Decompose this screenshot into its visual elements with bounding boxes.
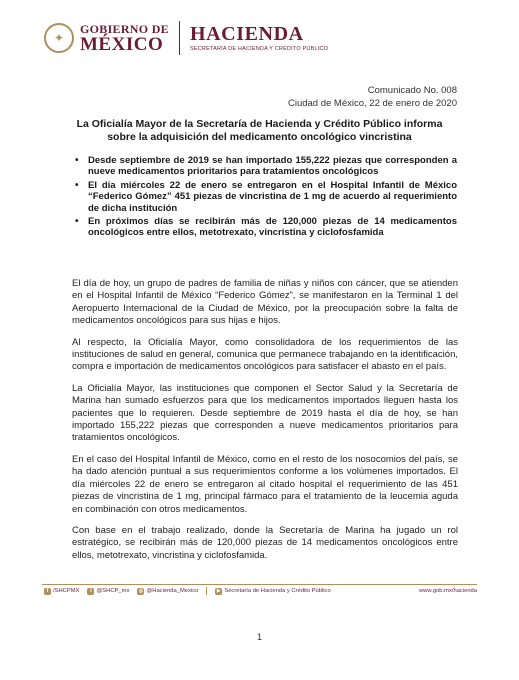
- highlight-item: • Desde septiembre de 2019 se han importado 155,222 piezas que corresponden a nueve medicamentos prioritarios para tratamientos oncológicos: [88, 155, 457, 178]
- letterhead: [44, 16, 328, 60]
- release-meta: [288, 84, 457, 110]
- release-place-date: Ciudad de México, 22 de enero de 2020: [287, 98, 457, 109]
- government-logo: [80, 23, 169, 54]
- release-title: La Oficialía Mayor de la Secretaría de Hacienda y Crédito Público informa sobre la adquisición del medicamento oncológico vincristina: [76, 118, 443, 143]
- release-number: Comunicado No. 008: [367, 85, 457, 96]
- instagram-handle: @Hacienda_Mexico: [146, 588, 199, 594]
- body-paragraph: El día de hoy, un grupo de padres de familia de niñas y niños con cáncer, que se atienden en el Hospital Infantil de México “Federico Gómez”, se manifestaron en la Terminal 1 del Aeropuerto Internacional de la Ciudad de México, por la preocupación sobre la falta de medicamentos oncológicos para sus hijas e hijos.: [72, 278, 458, 327]
- body-paragraph: Al respecto, la Oficialía Mayor, como consolidadora de los requerimientos de las instituciones de salud en general, comunica que permanece trabajando en la identificación, compra e importación de medicamentos oncológicos para satisfacer el abasto en el país.: [72, 336, 458, 373]
- facebook-icon: f: [44, 588, 51, 595]
- page-number: 1: [256, 632, 262, 642]
- footer-separator: [206, 587, 207, 595]
- dept-sub-text: SECRETARÍA DE HACIENDA Y CRÉDITO PÚBLICO: [189, 45, 329, 52]
- footer-instagram[interactable]: [137, 588, 198, 595]
- gov-main-text: MÉXICO: [80, 33, 164, 55]
- footer-divider: [42, 584, 477, 585]
- footer-youtube[interactable]: [215, 588, 330, 595]
- dept-main-text: HACIENDA: [189, 22, 304, 45]
- footer-facebook[interactable]: [44, 588, 79, 595]
- twitter-icon: t: [87, 588, 94, 595]
- gov-top-text: GOBIERNO DE: [80, 21, 169, 36]
- footer-website-link[interactable]: www.gob.mx/hacienda: [419, 588, 477, 594]
- body-paragraph: La Oficialía Mayor, las instituciones que componen el Sector Salud y la Secretaría de Marina han sumado esfuerzos para que los medicamentos importados lleguen hasta los pacientes que lo requieren. Desde septiembre de 2019 hasta el día de hoy, se han importado 155,222 piezas que corresponden a nueve medicamentos prioritarios para tratamientos oncológicos.: [72, 382, 458, 444]
- hacienda-logo: [190, 24, 328, 53]
- body-paragraph: Con base en el trabajo realizado, donde la Secretaría de Marina ha jugado un rol estratégico, se recibirán más de 120,000 piezas de 14 medicamentos oncológicos entre ellos, metotrexato, vincristina y ciclofosfamida.: [72, 524, 458, 561]
- highlight-item: • En próximos días se recibirán más de 120,000 piezas de 14 medicamentos oncológicos entre ellos, metotrexato, vincristina y ciclofosfamida: [88, 216, 457, 239]
- body-text: [72, 278, 458, 571]
- footer: [44, 587, 477, 595]
- twitter-handle: @SHCP_mx: [96, 588, 130, 594]
- header-divider: [179, 21, 180, 55]
- instagram-icon: ◎: [138, 587, 144, 594]
- body-paragraph: En el caso del Hospital Infantil de México, como en el resto de los nosocomios del país, se ha dado atención puntual a sus requerimientos conforme a los volúmenes importados. El día miércoles 22 de enero se entregaron al citado hospital el requerimiento de las 451 piezas de vincristina de 1 mg, principal fármaco para el tratamiento de la leucemia aguda en combinación con otros medicamentos.: [72, 453, 458, 515]
- youtube-channel: Secretaría de Hacienda y Crédito Público: [224, 588, 331, 594]
- government-seal-icon: ✦: [44, 23, 74, 53]
- highlights-list: [88, 155, 457, 241]
- facebook-handle: /SHCPMX: [53, 588, 80, 594]
- footer-twitter[interactable]: [87, 588, 129, 595]
- highlight-item: • El día miércoles 22 de enero se entregaron en el Hospital Infantil de México “Federico Gómez” 451 piezas de vincristina de 1 mg de acuerdo al requerimiento de dicha institución: [88, 180, 457, 214]
- youtube-icon: ▶: [216, 587, 221, 594]
